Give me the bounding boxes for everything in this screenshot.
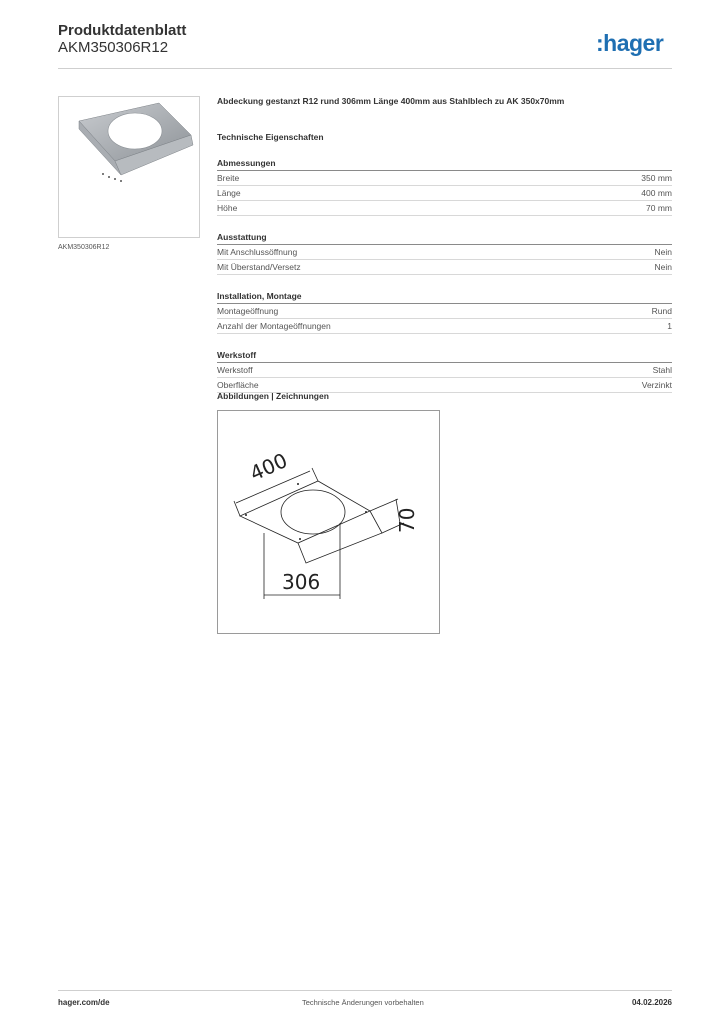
product-description: Abdeckung gestanzt R12 rund 306mm Länge 400mm aus Stahlblech zu AK 350x70mm: [217, 96, 565, 106]
row-label: Mit Überstand/Versetz: [217, 262, 301, 272]
row-value: Verzinkt: [641, 380, 672, 390]
technical-heading: Technische Eigenschaften: [217, 132, 324, 142]
dimension-drawing-icon: [218, 411, 439, 633]
dim-height-label: 70: [395, 507, 419, 533]
row-value: Rund: [651, 306, 672, 316]
row-value: 70 mm: [646, 203, 672, 213]
row-label: Montageöffnung: [217, 306, 279, 316]
row-value: Stahl: [652, 365, 672, 375]
product-render-icon: [59, 97, 199, 237]
technical-drawing: [217, 410, 440, 634]
article-number: AKM350306R12: [58, 39, 169, 56]
footer-note: Technische Änderungen vorbehalten: [302, 998, 424, 1007]
section-title: Installation, Montage: [217, 291, 672, 304]
product-details: [217, 96, 672, 393]
row-value: 1: [667, 321, 672, 331]
table-row: [217, 171, 672, 186]
footer-divider: [58, 990, 672, 991]
row-label: Breite: [217, 173, 240, 183]
row-value: 400 mm: [641, 188, 672, 198]
row-label: Höhe: [217, 203, 238, 213]
page-title: Produktdatenblatt: [58, 22, 187, 39]
row-value: Nein: [654, 247, 672, 257]
footer-date: 04.02.2026: [631, 998, 672, 1007]
row-value: 350 mm: [641, 173, 672, 183]
section-abmessungen: [217, 158, 672, 216]
header-divider: [58, 68, 672, 69]
row-label: Oberfläche: [217, 380, 259, 390]
footer-website: hager.com/de: [58, 998, 110, 1007]
table-row: [217, 304, 672, 319]
table-row: [217, 260, 672, 275]
section-werkstoff: [217, 350, 672, 393]
table-row: [217, 201, 672, 216]
row-label: Mit Anschlussöffnung: [217, 247, 298, 257]
logo-text: hager: [603, 30, 664, 56]
dim-diameter-label: 306: [282, 570, 321, 594]
image-caption: AKM350306R12: [58, 244, 110, 251]
logo-mark-icon: :: [596, 30, 604, 56]
section-ausstattung: [217, 232, 672, 275]
row-label: Anzahl der Montageöffnungen: [217, 321, 331, 331]
table-row: [217, 245, 672, 260]
figures-heading: Abbildungen | Zeichnungen: [217, 391, 329, 401]
product-image: [58, 96, 200, 238]
dim-length-label: 400: [246, 448, 291, 486]
hager-logo: [596, 30, 663, 57]
section-title: Werkstoff: [217, 350, 672, 363]
section-title: Ausstattung: [217, 232, 672, 245]
table-row: [217, 319, 672, 334]
section-installation: [217, 291, 672, 334]
row-label: Werkstoff: [217, 365, 253, 375]
section-title: Abmessungen: [217, 158, 672, 171]
row-value: Nein: [654, 262, 672, 272]
row-label: Länge: [217, 188, 241, 198]
table-row: [217, 363, 672, 378]
table-row: [217, 186, 672, 201]
